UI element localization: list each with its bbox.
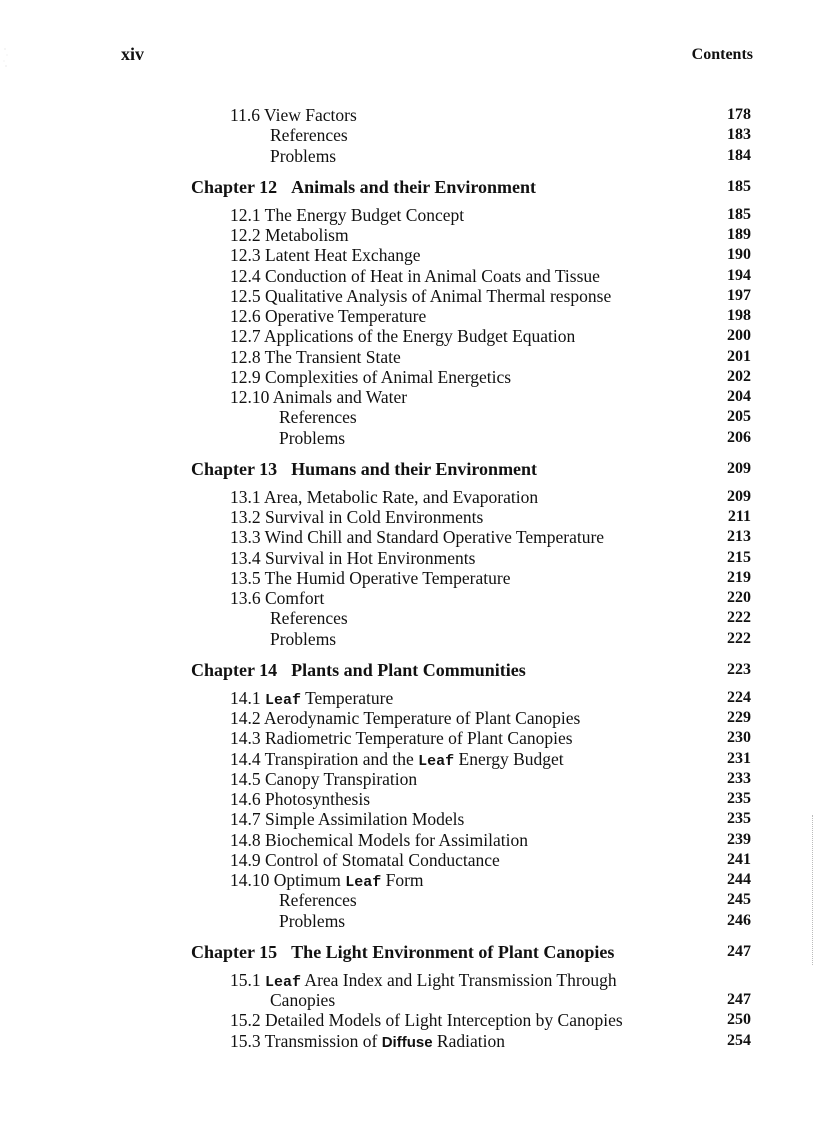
toc-entry[interactable]: 12.9 Complexities of Animal Energetics 202 xyxy=(230,366,751,387)
toc-page: 230 xyxy=(727,729,751,747)
toc-page: 222 xyxy=(727,609,751,627)
toc-page: 246 xyxy=(727,911,751,929)
toc-page: 223 xyxy=(727,660,751,678)
toc-entry[interactable]: Canopies 247 xyxy=(270,990,751,1010)
toc-entry[interactable]: Problems 222 xyxy=(270,628,751,649)
toc-entry[interactable]: 13.1 Area, Metabolic Rate, and Evaporation 209 xyxy=(230,486,751,507)
toc-page: 211 xyxy=(727,508,751,525)
scan-speck xyxy=(2,45,9,69)
toc-entry[interactable]: References 183 xyxy=(270,125,751,146)
toc-page: 235 xyxy=(727,790,751,807)
toc-entry[interactable]: 13.4 Survival in Hot Environments 215 xyxy=(230,547,751,568)
toc-page: 183 xyxy=(727,126,751,144)
toc-page: 189 xyxy=(727,226,751,243)
toc-entry[interactable]: 12.5 Qualitative Analysis of Animal Thermal response 197 xyxy=(230,285,751,306)
toc-entry[interactable]: 15.3 Transmission of Diffuse Radiation 254 xyxy=(230,1030,751,1051)
toc-entry[interactable]: 12.3 Latent Heat Exchange 190 xyxy=(230,245,751,266)
chapter-heading[interactable] xyxy=(0,177,816,198)
toc-page: 205 xyxy=(727,408,751,426)
chapter-title: Animals and their Environment xyxy=(291,176,537,197)
running-title: Contents xyxy=(691,46,753,63)
toc-page: 245 xyxy=(727,891,751,909)
chapter-number: Chapter 13 xyxy=(191,458,278,479)
toc-entry[interactable]: References 205 xyxy=(279,407,751,428)
toc-entry[interactable]: 13.2 Survival in Cold Environments 211 xyxy=(230,507,751,527)
toc-entry[interactable]: 12.1 The Energy Budget Concept 185 xyxy=(230,204,751,225)
chapter-heading[interactable] xyxy=(0,942,816,963)
toc-page: 219 xyxy=(727,568,751,586)
toc-entry[interactable]: 15.2 Detailed Models of Light Interception by Canopies 250 xyxy=(230,1010,751,1031)
toc-entry[interactable]: 12.6 Operative Temperature 198 xyxy=(230,306,751,326)
toc-page: 250 xyxy=(727,1011,751,1029)
toc-entry[interactable]: 14.10 Optimum Leaf Form 244 xyxy=(230,870,751,891)
toc-page: 209 xyxy=(727,487,751,505)
toc-page: 198 xyxy=(727,307,751,324)
toc-page: 184 xyxy=(727,146,751,164)
toc-page: 220 xyxy=(727,589,751,606)
toc-page: 202 xyxy=(727,367,751,385)
toc-page: 229 xyxy=(727,709,751,726)
toc-page: 190 xyxy=(727,246,751,264)
toc-entry[interactable]: 14.9 Control of Stomatal Conductance 241 xyxy=(230,849,751,870)
toc-page: 200 xyxy=(727,327,751,345)
toc-entry[interactable]: 15.1 Leaf Area Index and Light Transmission Through xyxy=(230,969,617,991)
chapter-title: The Light Environment of Plant Canopies xyxy=(291,941,615,962)
chapter-number: Chapter 15 xyxy=(191,941,278,962)
toc-entry[interactable]: 13.3 Wind Chill and Standard Operative Temperature 213 xyxy=(230,527,751,548)
toc-entry[interactable]: 14.4 Transpiration and the Leaf Energy Budget 231 xyxy=(230,748,751,770)
toc-entry[interactable]: Problems 184 xyxy=(270,145,751,166)
toc-page: 209 xyxy=(727,459,751,477)
toc-page: 247 xyxy=(727,991,751,1008)
toc-page: 247 xyxy=(727,942,751,960)
toc-entry[interactable]: 11.6 View Factors 178 xyxy=(230,105,751,125)
toc-entry[interactable]: 14.2 Aerodynamic Temperature of Plant Canopies 229 xyxy=(230,708,751,728)
toc-page: 239 xyxy=(727,830,751,848)
toc-page: 222 xyxy=(727,629,751,647)
toc-entry[interactable]: 14.6 Photosynthesis 235 xyxy=(230,789,751,809)
chapter-heading[interactable] xyxy=(0,660,816,681)
toc-page: 233 xyxy=(727,769,751,787)
toc-entry[interactable]: 14.8 Biochemical Models for Assimilation 239 xyxy=(230,829,751,850)
toc-entry[interactable]: 12.8 The Transient State 201 xyxy=(230,346,751,367)
toc-entry[interactable]: 14.5 Canopy Transpiration 233 xyxy=(230,768,751,789)
toc-entry[interactable]: 12.4 Conduction of Heat in Animal Coats and Tissue 194 xyxy=(230,265,751,286)
toc-page: 197 xyxy=(727,286,751,304)
toc-page: 244 xyxy=(727,871,751,888)
toc-page: 224 xyxy=(727,688,751,706)
chapter-number: Chapter 12 xyxy=(191,176,278,197)
toc-page: 215 xyxy=(727,548,751,566)
chapter-heading[interactable] xyxy=(0,459,816,480)
chapter-title: Humans and their Environment xyxy=(291,458,538,479)
toc-entry[interactable]: 14.7 Simple Assimilation Models 235 xyxy=(230,809,751,830)
toc-entry[interactable]: 12.7 Applications of the Energy Budget Equation 200 xyxy=(230,326,751,347)
toc-entry[interactable]: 12.2 Metabolism 189 xyxy=(230,225,751,245)
toc-entry[interactable]: 13.5 The Humid Operative Temperature 219 xyxy=(230,567,751,588)
toc-page: 178 xyxy=(727,106,751,123)
toc-page: 241 xyxy=(727,850,751,868)
toc-entry[interactable]: Problems 206 xyxy=(279,427,751,448)
toc-entry[interactable]: 13.6 Comfort 220 xyxy=(230,588,751,608)
toc-entry[interactable]: 14.3 Radiometric Temperature of Plant Canopies 230 xyxy=(230,728,751,749)
toc-page: 204 xyxy=(727,388,751,405)
toc-entry[interactable]: 12.10 Animals and Water 204 xyxy=(230,387,751,407)
toc-page: 235 xyxy=(727,810,751,828)
toc-entry[interactable]: Problems 246 xyxy=(279,910,751,931)
chapter-number: Chapter 14 xyxy=(191,659,278,680)
toc-page: 231 xyxy=(727,749,751,767)
toc-page: 185 xyxy=(727,205,751,223)
toc-page: 201 xyxy=(727,347,751,365)
chapter-title: Plants and Plant Communities xyxy=(291,659,526,680)
toc-page: 185 xyxy=(727,177,751,195)
toc-page: 254 xyxy=(727,1031,751,1049)
toc-entry[interactable]: 14.1 Leaf Temperature 224 xyxy=(230,687,751,709)
toc-page: 194 xyxy=(727,266,751,284)
toc-entry[interactable]: References 222 xyxy=(270,608,751,629)
toc-page: 206 xyxy=(727,428,751,446)
table-of-contents xyxy=(0,105,816,1051)
page-number: xiv xyxy=(121,44,145,64)
toc-entry[interactable]: References 245 xyxy=(279,890,751,911)
toc-page: 213 xyxy=(727,528,751,546)
